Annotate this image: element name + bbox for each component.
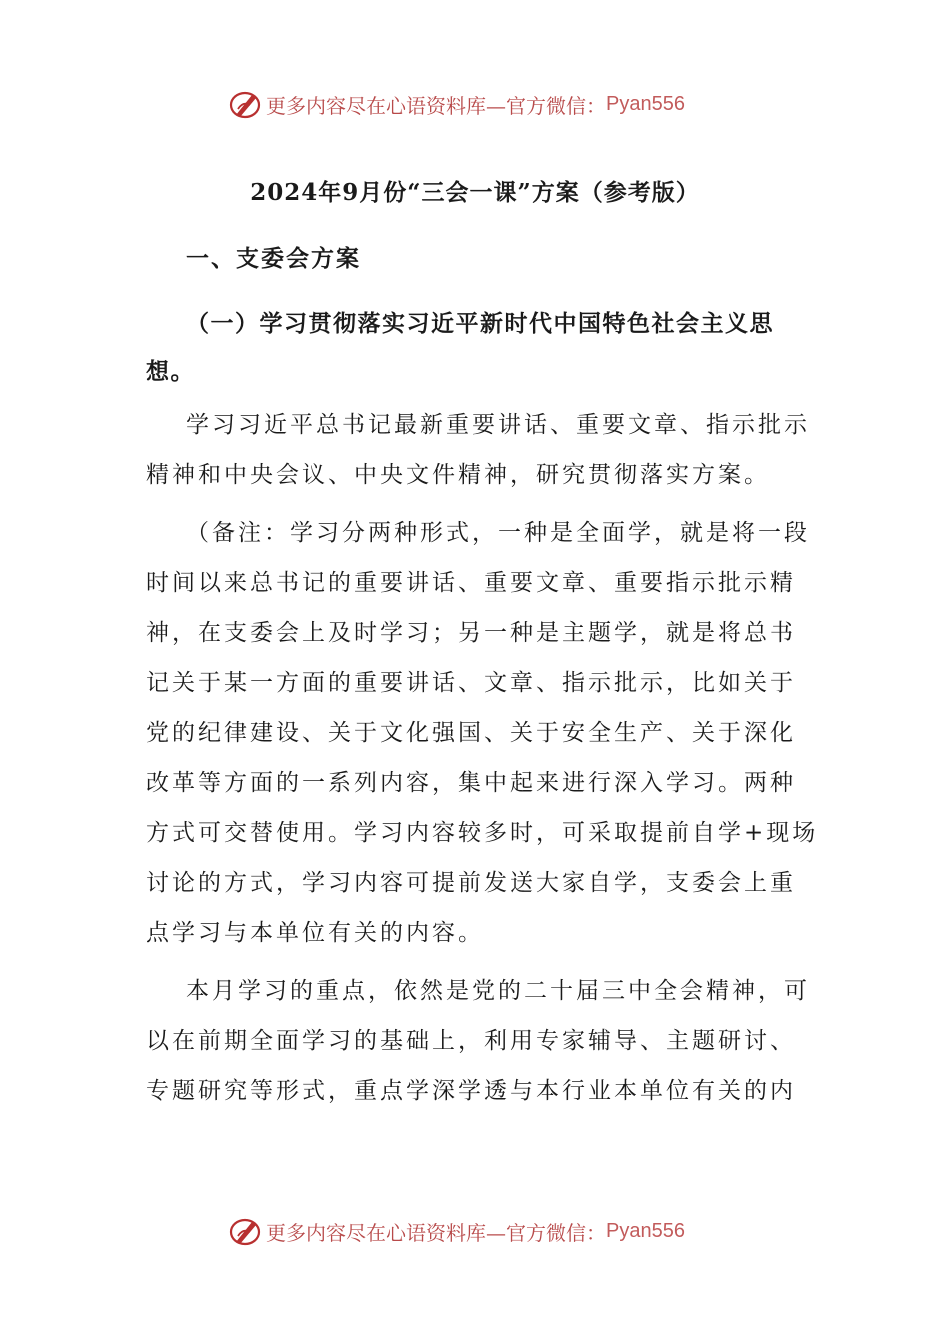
pen-logo-icon bbox=[228, 87, 262, 121]
paragraph-line: 讨论的方式，学习内容可提前发送大家自学，支委会上重 bbox=[146, 870, 796, 896]
paragraph-line: 以在前期全面学习的基础上，利用专家辅导、主题研讨、 bbox=[146, 1028, 796, 1054]
subsection-heading: （一）学习贯彻落实习近平新时代中国特色社会主义思想。 bbox=[146, 310, 774, 385]
banner-text: 更多内容尽在心语资料库—官方微信： bbox=[266, 1220, 606, 1245]
paragraph-line: 专题研究等形式，重点学深学透与本行业本单位有关的内 bbox=[146, 1078, 796, 1104]
pen-logo-icon bbox=[228, 1214, 262, 1248]
section-heading: 一、支委会方案 bbox=[186, 245, 361, 272]
footer-banner bbox=[228, 1211, 685, 1251]
paragraph-line: （备注：学习分两种形式，一种是全面学，就是将一段 bbox=[186, 520, 810, 546]
paragraph-line: 记关于某一方面的重要讲话、文章、指示批示，比如关于 bbox=[146, 670, 796, 696]
paragraph-line: 学习习近平总书记最新重要讲话、重要文章、指示批示 bbox=[186, 412, 810, 438]
paragraph-line: 点学习与本单位有关的内容。 bbox=[146, 920, 484, 946]
wechat-handle: Pyan556 bbox=[606, 92, 685, 115]
paragraph-line: 时间以来总书记的重要讲话、重要文章、重要指示批示精 bbox=[146, 570, 796, 596]
wechat-handle: Pyan556 bbox=[606, 1219, 685, 1242]
paragraph-line: 精神和中央会议、中央文件精神，研究贯彻落实方案。 bbox=[146, 462, 770, 488]
paragraph-line: 神，在支委会上及时学习；另一种是主题学，就是将总书 bbox=[146, 620, 796, 646]
paragraph-line: 改革等方面的一系列内容，集中起来进行深入学习。两种 bbox=[146, 770, 796, 796]
document-title: 2024年9月份“三会一课”方案（参考版） bbox=[250, 179, 700, 206]
paragraph-line: 本月学习的重点，依然是党的二十届三中全会精神，可 bbox=[186, 978, 810, 1004]
paragraph-line: 方式可交替使用。学习内容较多时，可采取提前自学+现场 bbox=[146, 820, 819, 846]
paragraph-line: 党的纪律建设、关于文化强国、关于安全生产、关于深化 bbox=[146, 720, 796, 746]
banner-text: 更多内容尽在心语资料库—官方微信： bbox=[266, 93, 606, 118]
header-banner bbox=[228, 84, 685, 124]
